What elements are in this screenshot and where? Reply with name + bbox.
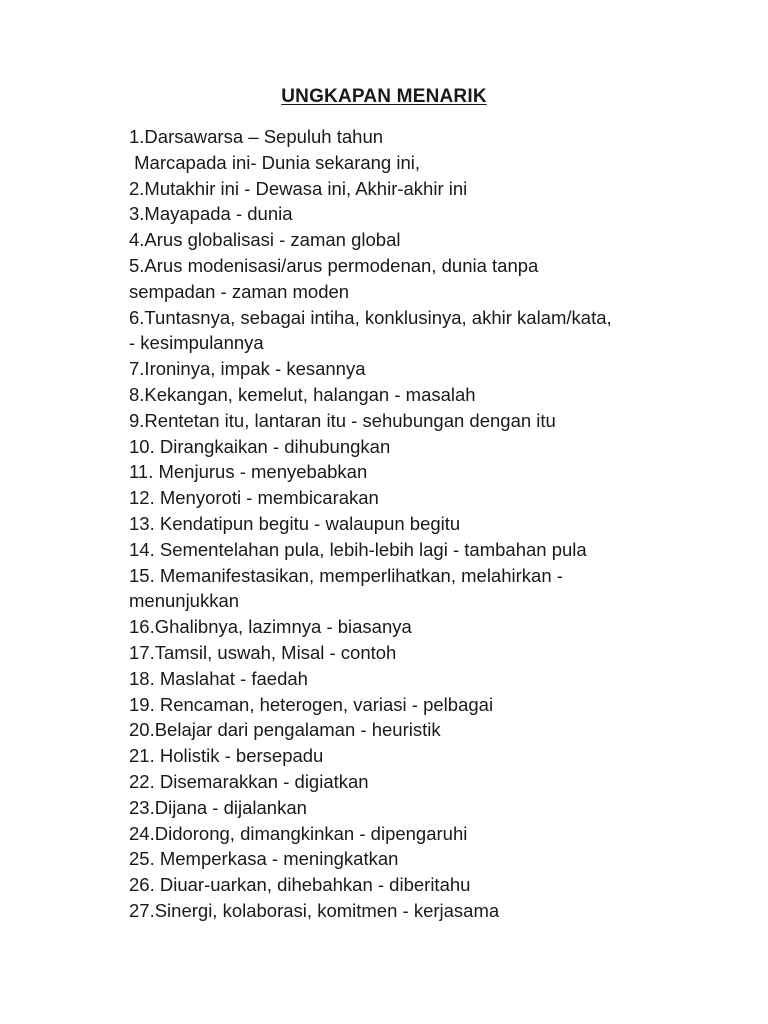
phrase-line: 21. Holistik - bersepadu	[129, 745, 324, 767]
phrase-line: 6.Tuntasnya, sebagai intiha, konklusinya, akhir kalam/kata,	[129, 306, 612, 328]
phrase-line: 10. Dirangkaikan - dihubungkan	[129, 435, 391, 457]
phrase-line: 27.Sinergi, kolaborasi, komitmen - kerjasama	[129, 899, 500, 921]
phrase-line: 26. Diuar-uarkan, dihebahkan - diberitahu	[129, 874, 471, 896]
phrase-line: 12. Menyoroti - membicarakan	[129, 487, 379, 509]
phrase-line: 20.Belajar dari pengalaman - heuristik	[129, 719, 441, 741]
phrase-line: 14. Sementelahan pula, lebih-lebih lagi - tambahan pula	[129, 538, 587, 560]
phrase-list	[129, 124, 729, 924]
phrase-line: 1.Darsawarsa – Sepuluh tahun	[129, 126, 384, 147]
phrase-line: 11. Menjurus - menyebabkan	[129, 461, 368, 483]
phrase-line: 22. Disemarakkan - digiatkan	[129, 770, 369, 792]
document-title: UNGKAPAN MENARIK	[281, 86, 487, 107]
phrase-line: 4.Arus globalisasi - zaman global	[129, 229, 401, 251]
phrase-line: sempadan - zaman moden	[129, 280, 350, 302]
phrase-line: 7.Ironinya, impak - kesannya	[129, 358, 366, 380]
phrase-line: 17.Tamsil, uswah, Misal - contoh	[129, 641, 397, 663]
phrase-line: 23.Dijana - dijalankan	[129, 796, 307, 818]
phrase-line: 13. Kendatipun begitu - walaupun begitu	[129, 512, 461, 534]
phrase-line: 24.Didorong, dimangkinkan - dipengaruhi	[129, 822, 468, 844]
phrase-line: Marcapada ini- Dunia sekarang ini,	[129, 151, 421, 173]
phrase-line: 3.Mayapada - dunia	[129, 203, 293, 225]
phrase-line: 9.Rentetan itu, lantaran itu - sehubungan dengan itu	[129, 409, 556, 431]
phrase-line: 18. Maslahat - faedah	[129, 667, 308, 689]
phrase-line: 5.Arus modenisasi/arus permodenan, dunia tanpa	[129, 254, 539, 276]
phrase-line: 2.Mutakhir ini - Dewasa ini, Akhir-akhir ini	[129, 177, 468, 199]
phrase-line: - kesimpulannya	[129, 332, 264, 354]
phrase-line: 19. Rencaman, heterogen, variasi - pelbagai	[129, 693, 494, 715]
phrase-line: 8.Kekangan, kemelut, halangan - masalah	[129, 383, 476, 405]
phrase-line: 25. Memperkasa - meningkatkan	[129, 848, 399, 870]
phrase-line: menunjukkan	[129, 590, 240, 612]
phrase-line: 15. Memanifestasikan, memperlihatkan, melahirkan -	[129, 564, 563, 586]
phrase-line: 16.Ghalibnya, lazimnya - biasanya	[129, 616, 412, 638]
